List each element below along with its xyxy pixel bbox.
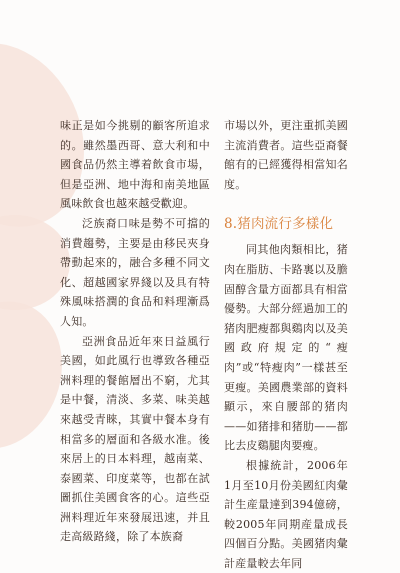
right-column	[224, 116, 348, 573]
right-paragraph-1: 同其他肉類相比，猪肉在脂肪、卡路裏以及膽固醇含量方面都具有相當優勢。大部分經過加工的猪肉肥瘦都與鷄肉以及美國政府規定的“瘦肉”或“特瘦肉”一樣甚至更瘦。美國農業部的資料顯示，來自腰部的猪肉——如猪排和猪肋——都比去皮鷄腿肉要瘦。	[224, 243, 348, 453]
left-column	[60, 116, 210, 547]
left-paragraph-2: 泛族裔口味是勢不可擋的消費趨勢，主要是由移民夾身帶動起來的，融合多種不同文化、超越國家界綫以及具有特殊風味搭潤的食品和料理漸爲人知。	[60, 216, 210, 328]
section-heading: 8.猪肉流行多樣化	[224, 216, 334, 233]
right-paragraph-2: 根據統計，2006年1月至10月份美國紅肉彙計生産量達到394億磅，較2005年同期産量成長四個百分點。美國猪肉彙計産量較去年同	[224, 458, 348, 570]
right-intro-paragraph: 市場以外，更注重抓美國主流消費者。這些亞裔餐館有的已經獲得相當知名度。	[224, 119, 348, 191]
left-paragraph-1: 味正是如今挑剔的顧客所追求的。雖然墨西哥、意大利和中國食品仍然主導着飲食市場，但是亞洲、地中海和南美地區風味飲食也越來越受歡迎。	[60, 119, 210, 211]
left-paragraph-3: 亞洲食品近年來日益風行美國，如此風行也導致各種亞洲料理的餐館層出不窮，尤其是中餐，清淡、多菜、味美越來越受青睞，其實中餐本身有相當多的層面和各級水准。後來居上的日本料理，越南菜、泰國菜、印度菜等，也都在試圖抓住美國食客的心。這些亞洲料理近年來發展迅速，并且走高級路綫，除了本族裔	[60, 334, 210, 544]
